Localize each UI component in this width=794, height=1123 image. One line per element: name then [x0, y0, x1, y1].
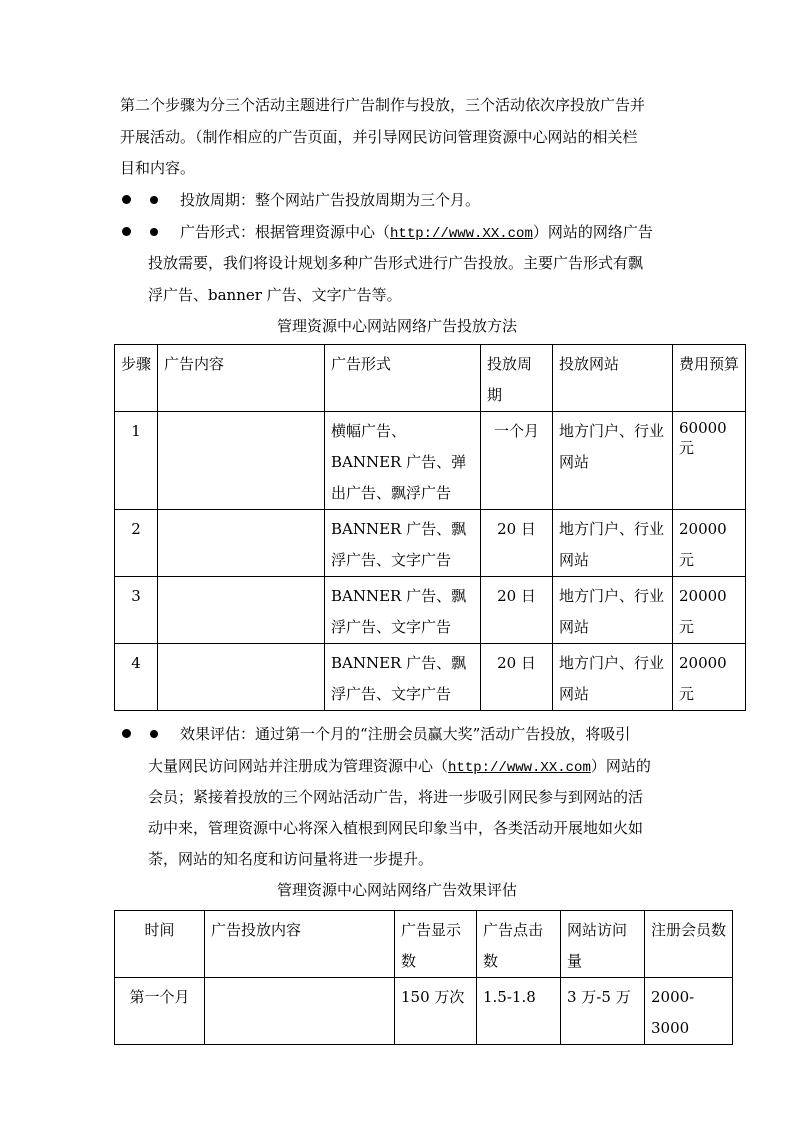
- cell-clicks: 1.5-1.8: [477, 978, 561, 1045]
- bullet-icon: [122, 195, 131, 204]
- header-members: 注册会员数: [645, 911, 733, 978]
- header-visits: 网站访问量: [561, 911, 645, 978]
- header-impressions: 广告显示数: [395, 911, 477, 978]
- header-content: 广告投放内容: [205, 911, 395, 978]
- cell-budget: 20000 元: [673, 644, 746, 711]
- cell-period: 20 日: [481, 577, 553, 644]
- eval-url-link[interactable]: http://www.XX.com: [448, 760, 591, 776]
- cell-site: 地方门户、行业网站: [553, 644, 673, 711]
- table-row: [115, 412, 746, 510]
- eval-line-1: 效果评估：通过第一个月的“注册会员赢大奖”活动广告投放，将吸引: [180, 725, 631, 743]
- cell-site: 地方门户、行业网站: [553, 412, 673, 510]
- form-prefix: 广告形式：根据管理资源中心（: [180, 223, 391, 241]
- header-clicks: 广告点击数: [477, 911, 561, 978]
- eval-suffix: ）网站的: [590, 757, 651, 775]
- cell-time: 第一个月: [115, 978, 205, 1045]
- cell-content: [158, 577, 325, 644]
- cell-visits: 3 万-5 万: [561, 978, 645, 1045]
- cell-step: 2: [115, 510, 158, 577]
- cell-site: 地方门户、行业网站: [553, 577, 673, 644]
- form-url-link[interactable]: http://www.XX.com: [390, 226, 533, 242]
- intro-line-1: 第二个步骤为分三个活动主题进行广告制作与投放，三个活动依次序投放广告并: [120, 96, 646, 114]
- header-period: 投放周期: [481, 345, 553, 412]
- bullet-icon: [122, 729, 131, 738]
- bullet-icon: [150, 196, 158, 204]
- header-content: 广告内容: [158, 345, 325, 412]
- cell-members: 2000-3000: [645, 978, 733, 1045]
- bullet-icon: [122, 227, 131, 236]
- cell-form: BANNER 广告、飘浮广告、文字广告: [325, 577, 481, 644]
- cell-step: 4: [115, 644, 158, 711]
- ad-eval-table: [114, 910, 733, 1045]
- table2-caption: 管理资源中心网站网络广告效果评估: [276, 881, 517, 899]
- bullet-icon: [150, 228, 158, 236]
- header-form: 广告形式: [325, 345, 481, 412]
- table-header-row: [115, 911, 733, 978]
- eval-line-4: 动中来，管理资源中心将深入植根到网民印象当中，各类活动开展地如火如: [148, 819, 644, 837]
- table-header-row: [115, 345, 746, 412]
- table-row: [115, 577, 746, 644]
- header-site: 投放网站: [553, 345, 673, 412]
- eval-line-5: 荼，网站的知名度和访问量将进一步提升。: [148, 850, 434, 868]
- cell-form: 横幅广告、BANNER 广告、弹出广告、飘浮广告: [325, 412, 481, 510]
- eval-prefix: 大量网民访问网站并注册成为管理资源中心（: [148, 757, 449, 775]
- cell-content: [158, 412, 325, 510]
- header-budget: 费用预算: [673, 345, 746, 412]
- table-row: [115, 644, 746, 711]
- table-row: [115, 510, 746, 577]
- form-suffix: ）网站的网络广告: [532, 223, 653, 241]
- cell-period: 一个月: [481, 412, 553, 510]
- header-step: 步骤: [115, 345, 158, 412]
- table1-caption: 管理资源中心网站网络广告投放方法: [276, 317, 517, 335]
- form-line-1: [180, 222, 653, 244]
- intro-line-2: 开展活动。（制作相应的广告页面，并引导网民访问管理资源中心网站的相关栏: [120, 128, 638, 146]
- cell-period: 20 日: [481, 644, 553, 711]
- cell-form: BANNER 广告、飘浮广告、文字广告: [325, 644, 481, 711]
- budget-value: 60000 元: [679, 419, 727, 457]
- eval-line-3: 会员；紧接着投放的三个网站活动广告，将进一步吸引网民参与到网站的活: [148, 788, 644, 806]
- cell-content: [205, 978, 395, 1045]
- cell-budget: 20000 元: [673, 510, 746, 577]
- cell-step: 3: [115, 577, 158, 644]
- form-line-2: 投放需要，我们将设计规划多种广告形式进行广告投放。主要广告形式有飘: [148, 254, 644, 272]
- form-line-3: 浮广告、banner 广告、文字广告等。: [148, 286, 402, 304]
- header-time: 时间: [115, 911, 205, 978]
- eval-line-2: [148, 756, 651, 778]
- cell-content: [158, 644, 325, 711]
- cell-site: 地方门户、行业网站: [553, 510, 673, 577]
- cell-period: 20 日: [481, 510, 553, 577]
- table-row: [115, 978, 733, 1045]
- intro-line-3: 目和内容。: [120, 159, 196, 177]
- cell-impressions: 150 万次: [395, 978, 477, 1045]
- ad-plan-table: [114, 344, 746, 711]
- cell-step: 1: [115, 412, 158, 510]
- cell-form: BANNER 广告、飘浮广告、文字广告: [325, 510, 481, 577]
- period-text: 投放周期：整个网站广告投放周期为三个月。: [180, 191, 481, 209]
- bullet-icon: [150, 730, 158, 738]
- cell-budget: 20000 元: [673, 577, 746, 644]
- cell-content: [158, 510, 325, 577]
- cell-budget: [673, 412, 746, 510]
